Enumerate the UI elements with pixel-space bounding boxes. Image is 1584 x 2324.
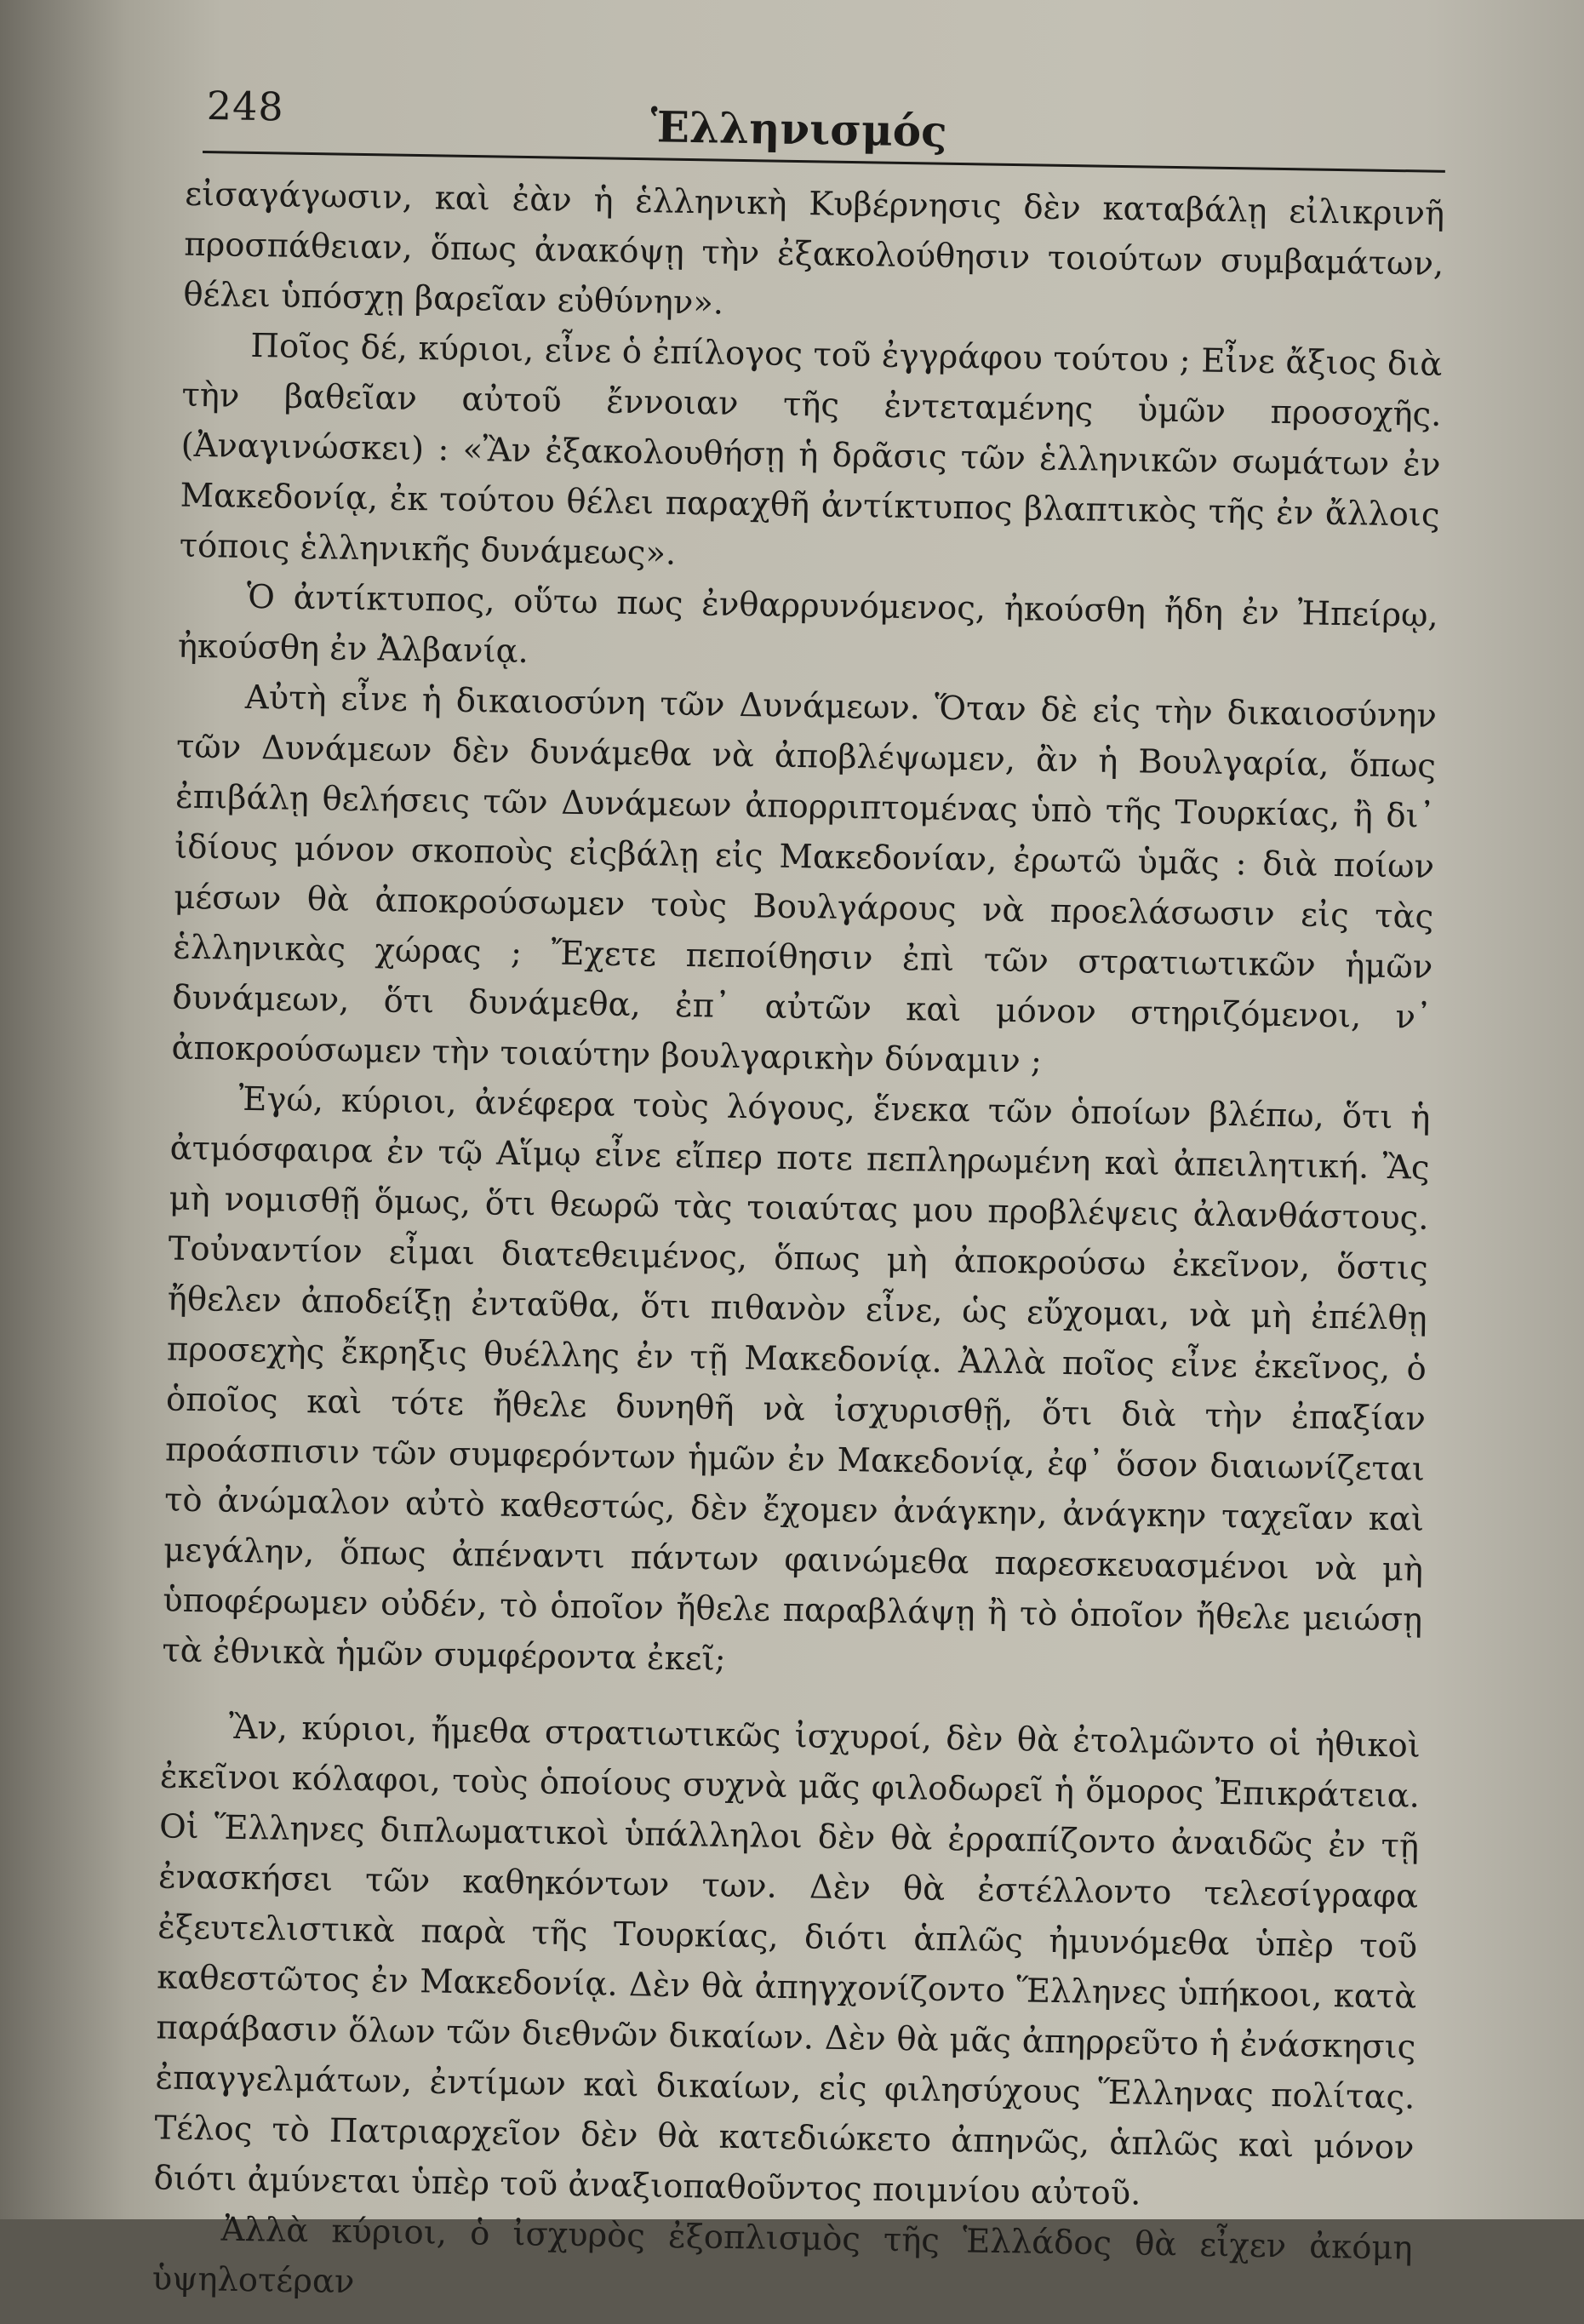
paragraph: εἰσαγάγωσιν, καὶ ἐὰν ἡ ἑλληνικὴ Κυβέρνησις δὲν καταβάλῃ εἰλικρινῆ προσπάθειαν, ὅπως ἀνακόψῃ τὴν ἐξακολούθησιν τοιούτων συμβαμάτων, θέλει ὑπόσχῃ βαρεῖαν εὐθύνην».	[183, 175, 1445, 323]
paragraph: Ἀλλὰ κύριοι, ὁ ἰσχυρὸς ἐξοπλισμὸς τῆς Ἑλλάδος θὰ εἶχεν ἀκόμη ὑψηλοτέραν	[152, 2210, 1413, 2302]
paragraph: Ποῖος δέ, κύριοι, εἶνε ὁ ἐπίλογος τοῦ ἐγγράφου τούτου ; Εἶνε ἄξιος διὰ τὴν βαθεῖαν αὐτοῦ ἔννοιαν τῆς ἐντεταμένης ὑμῶν προσοχῆς. (Ἀναγινώσκει) : «Ἂν ἐξακολουθήσῃ ἡ δρᾶσις τῶν ἑλληνικῶν σωμάτων ἐν Μακεδονίᾳ, ἐκ τούτου θέλει παραχθῆ ἀντίκτυπος βλαπτικὸς τῆς ἐν ἄλλοις τόποις ἑλληνικῆς δυνάμεως».	[179, 326, 1443, 573]
paragraph: Ὁ ἀντίκτυπος, οὕτω πως ἐνθαρρυνόμενος, ἠκούσθη ἤδη ἐν Ἠπείρῳ, ἠκούσθη ἐν Ἀλβανίᾳ.	[177, 577, 1439, 672]
paragraph: Ἐγώ, κύριοι, ἀνέφερα τοὺς λόγους, ἕνεκα τῶν ὁποίων βλέπω, ὅτι ἡ ἀτμόσφαιρα ἐν τῷ Αἵμῳ εἶνε εἴπερ ποτε πεπληρωμένη καὶ ἀπειλητική. Ἂς μὴ νομισθῇ ὅμως, ὅτι θεωρῶ τὰς τοιαύτας μου προβλέψεις ἀλανθάστους. Τοὐναντίον εἶμαι διατεθειμένος, ὅπως μὴ ἀποκρούσω ἐκεῖνον, ὅστις ἤθελεν ἀποδείξῃ ἐνταῦθα, ὅτι πιθανὸν εἶνε, ὡς εὔχομαι, νὰ μὴ ἐπέλθῃ προσεχὴς ἔκρηξις θυέλλης ἐν τῇ Μακεδονίᾳ. Ἀλλὰ ποῖος εἶνε ἐκεῖνος, ὁ ὁποῖος καὶ τότε ἤθελε δυνηθῆ νὰ ἰσχυρισθῇ, ὅτι διὰ τὴν ἐπαξίαν προάσπισιν τῶν συμφερόντων ἡμῶν ἐν Μακεδονίᾳ, ἐφ᾽ ὅσον διαιωνίζεται τὸ ἀνώμαλον αὐτὸ καθεστώς, δὲν ἔχομεν ἀνάγκην, ἀνάγκην ταχεῖαν καὶ μεγάλην, ὅπως ἀπέναντι πάντων φαινώμεθα παρεσκευασμένοι νὰ μὴ ὑποφέρωμεν οὐδέν, τὸ ὁποῖον ἤθελε παραβλάψῃ ἢ τὸ ὁποῖον ἤθελε μειώσῃ τὰ ἐθνικὰ ἡμῶν συμφέροντα ἐκεῖ;	[162, 1079, 1431, 1679]
book-page	[103, 41, 1464, 2302]
paragraph: Ἂν, κύριοι, ἤμεθα στρατιωτικῶς ἰσχυροί, δὲν θὰ ἐτολμῶντο οἱ ἠθικοὶ ἐκεῖνοι κόλαφοι, τοὺς ὁποίους συχνὰ μᾶς φιλοδωρεῖ ἡ ὅμορος Ἐπικράτεια. Οἱ Ἕλληνες διπλωματικοὶ ὑπάλληλοι δὲν θὰ ἐρραπίζοντο ἀναιδῶς ἐν τῇ ἐνασκήσει τῶν καθηκόντων των. Δὲν θὰ ἐστέλλοντο τελεσίγραφα ἐξευτελιστικὰ παρὰ τῆς Τουρκίας, διότι ἁπλῶς ἠμυνόμεθα ὑπὲρ τοῦ καθεστῶτος ἐν Μακεδονίᾳ. Δὲν θὰ ἀπηγχονίζοντο Ἕλληνες ὑπήκοοι, κατὰ παράβασιν ὅλων τῶν διεθνῶν δικαίων. Δὲν θὰ μᾶς ἀπηρρεῦτο ἡ ἐνάσκησις ἐπαγγελμάτων, ἐντίμων καὶ δικαίων, εἰς φιλησύχους Ἕλληνας πολίτας. Τέλος τὸ Πατριαρχεῖον δὲν θὰ κατεδιώκετο ἀπηνῶς, ἁπλῶς καὶ μόνον διότι ἀμύνεται ὑπὲρ τοῦ ἀναξιοπαθοῦντος ποιμνίου αὐτοῦ.	[153, 1708, 1421, 2213]
running-title: Ἑλληνισμός	[650, 101, 948, 157]
page-number: 248	[206, 83, 285, 130]
paragraph: Αὐτὴ εἶνε ἡ δικαιοσύνη τῶν Δυνάμεων. Ὅταν δὲ εἰς τὴν δικαιοσύνην τῶν Δυνάμεων δὲν δυνάμεθα νὰ ἀποβλέψωμεν, ἂν ἡ Βουλγαρία, ὅπως ἐπιβάλῃ θελήσεις τῶν Δυνάμεων ἀπορριπτομένας ὑπὸ τῆς Τουρκίας, ἢ δι᾽ ἰδίους μόνον σκοποὺς εἰςβάλῃ εἰς Μακεδονίαν, ἐρωτῶ ὑμᾶς : διὰ ποίων μέσων θὰ ἀποκρούσωμεν τοὺς Βουλγάρους νὰ προελάσωσιν εἰς τὰς ἑλληνικὰς χώρας ; Ἔχετε πεποίθησιν ἐπὶ τῶν στρατιωτικῶν ἡμῶν δυνάμεων, ὅτι δυνάμεθα, ἐπ᾽ αὐτῶν καὶ μόνον στηριζόμενοι, ν᾽ ἀποκρούσωμεν τὴν τοιαύτην βουλγαρικὴν δύναμιν ;	[171, 678, 1438, 1081]
page-header	[134, 41, 1464, 180]
page-body	[152, 169, 1444, 2324]
